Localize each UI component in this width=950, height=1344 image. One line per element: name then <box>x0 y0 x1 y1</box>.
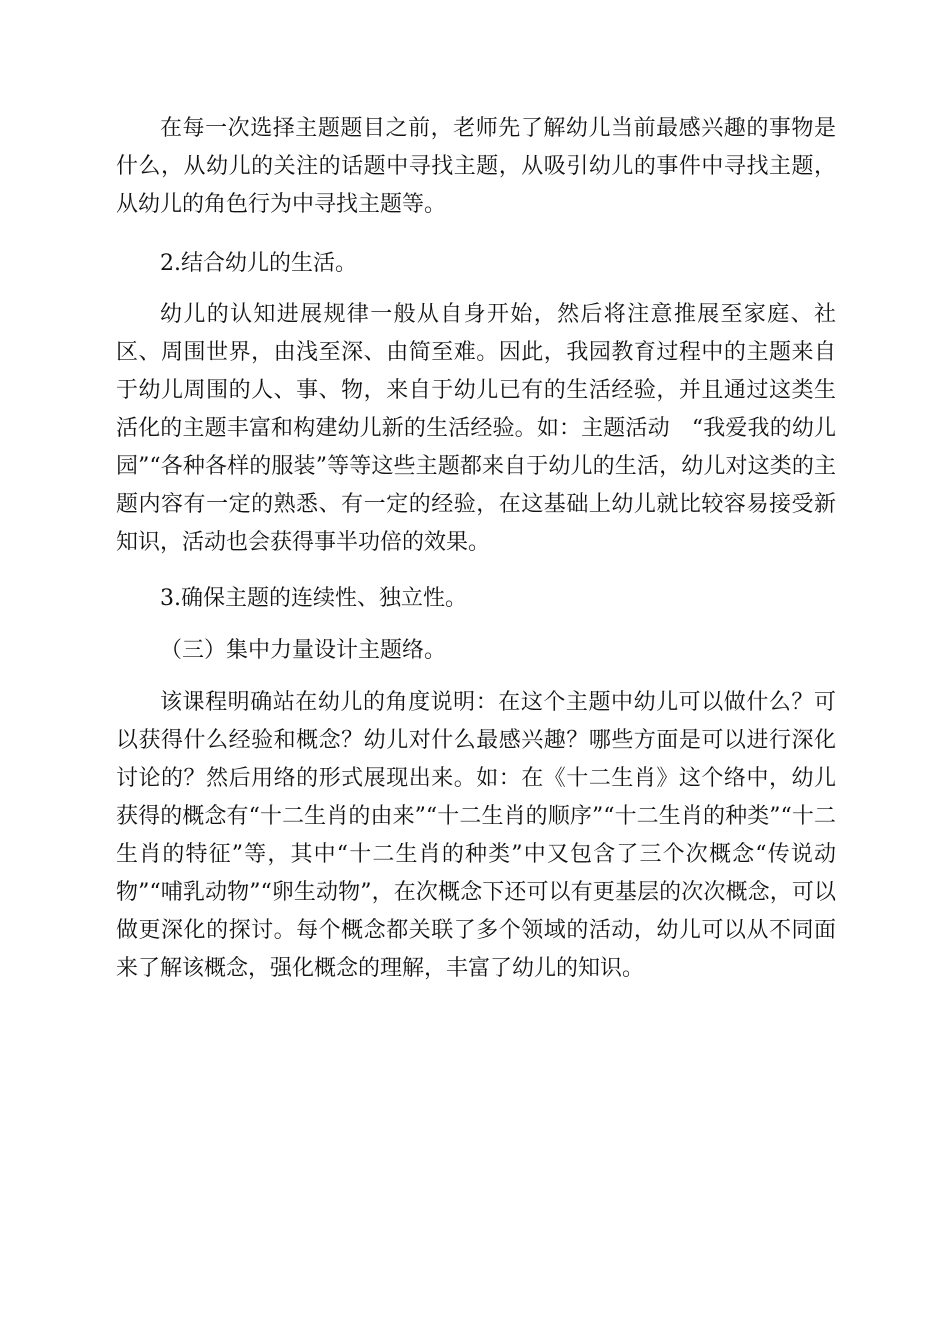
paragraph-theme-selection: 在每一次选择主题题目之前，老师先了解幼儿当前最感兴趣的事物是什么，从幼儿的关注的话题中寻找主题，从吸引幼儿的事件中寻找主题，从幼儿的角色行为中寻找主题等。 <box>116 116 836 217</box>
paragraph-cognitive-development: 幼儿的认知进展规律一般从自身开始，然后将注意推展至家庭、社区、周围世界，由浅至深、由简至难。因此，我园教育过程中的主题来自于幼儿周围的人、事、物，来自于幼儿已有的生活经验，并且通过这类生活化的主题丰富和构建幼儿新的生活经验。如：主题活动 “我爱我的幼儿园”“各种各样的服装”等等这些主题都来自于幼儿的生活，幼儿对这类的主题内容有一定的熟悉、有一定的经验，在这基础上幼儿就比较容易接受新知识，活动也会获得事半功倍的效果。 <box>116 302 836 555</box>
heading-continuity: 3.确保主题的连续性、独立性。 <box>160 586 467 611</box>
heading-combine-life: 2.结合幼儿的生活。 <box>160 251 357 276</box>
heading-design-network: （三）集中力量设计主题络。 <box>160 638 447 663</box>
paragraph-network-design: 该课程明确站在幼儿的角度说明：在这个主题中幼儿可以做什么？可以获得什么经验和概念？幼儿对什么最感兴趣？哪些方面是可以进行深化讨论的？然后用络的形式展现出来。如：在《十二生肖》这个络中，幼儿获得的概念有“十二生肖的由来”“十二生肖的顺序”“十二生肖的种类”“十二生肖的特征”等，其中“十二生肖的种类”中又包含了三个次概念“传说动物”“哺乳动物”“卵生动物”，在次概念下还可以有更基层的次次概念，可以做更深化的探讨。每个概念都关联了多个领域的活动，幼儿可以从不同面来了解该概念，强化概念的理解，丰富了幼儿的知识。 <box>116 690 836 981</box>
